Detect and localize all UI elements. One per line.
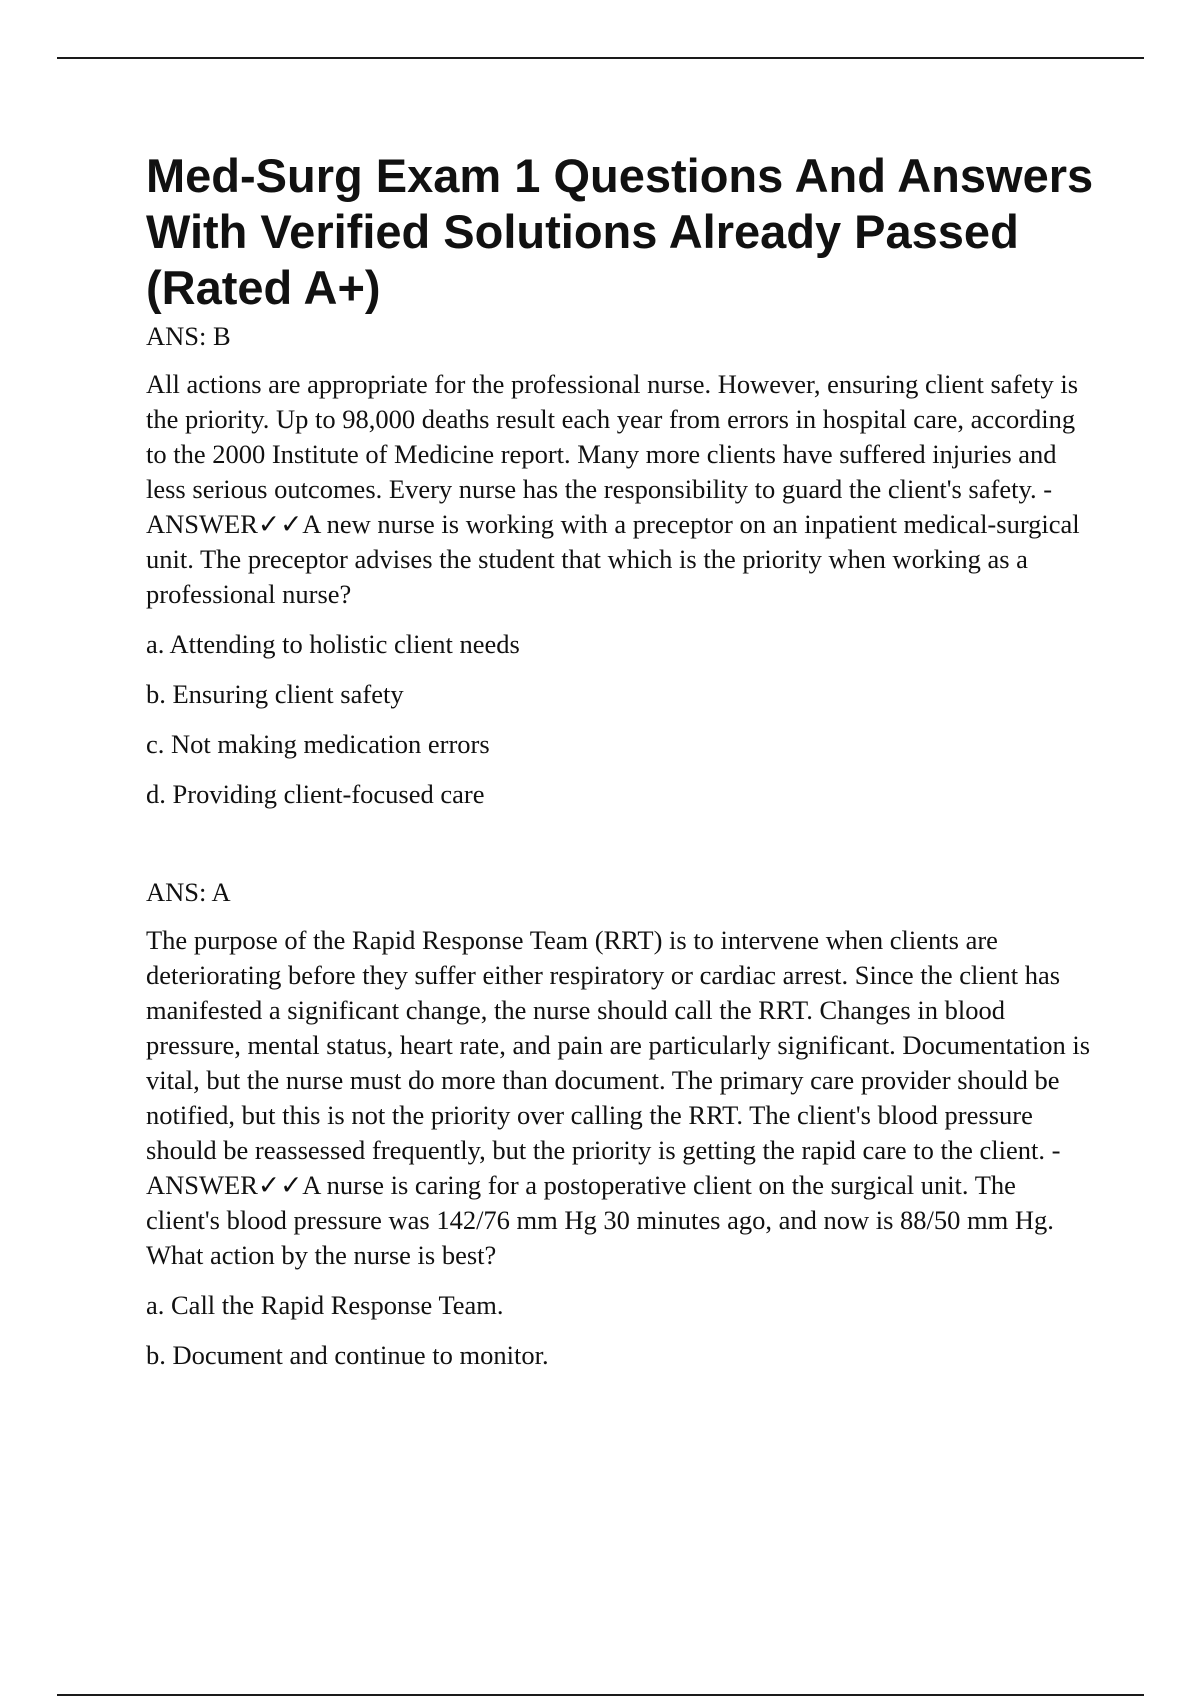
answer-label: ANS: A xyxy=(146,877,231,907)
question-text: A nurse is caring for a postoperative client on the surgical unit. The client's blood pressure was 142/76 mm Hg 30 minutes ago, and now is 88/50 mm Hg. What action by the nurse is best? xyxy=(146,1170,1054,1270)
option-d: d. Providing client-focused care xyxy=(146,779,485,809)
document-body xyxy=(146,148,1096,1388)
option-a: a. Call the Rapid Response Team. xyxy=(146,1290,504,1320)
section-spacer xyxy=(146,827,1096,875)
header-rule xyxy=(57,57,1144,59)
footer-rule xyxy=(57,1694,1144,1696)
rationale-text: All actions are appropriate for the professional nurse. However, ensuring client safety is the priority. Up to 98,000 deaths result each year from errors in hospital care, according to the 2000 Institute of Medicine report. Many more clients have suffered injuries and less serious outcomes. Every nurse has the responsibility to guard the client's safety. - xyxy=(146,369,1079,504)
question-text: A new nurse is working with a preceptor on an inpatient medical-surgical unit. The preceptor advises the student that which is the priority when working as a professional nurse? xyxy=(146,509,1080,609)
rationale-text: The purpose of the Rapid Response Team (RRT) is to intervene when clients are deteriorating before they suffer either respiratory or cardiac arrest. Since the client has manifested a significant change, the nurse should call the RRT. Changes in blood pressure, mental status, heart rate, and pain are particularly significant. Documentation is vital, but the nurse must do more than document. The primary care provider should be notified, but this is not the priority over calling the RRT. The client's blood pressure should be reassessed frequently, but the priority is getting the rapid care to the client. - xyxy=(146,925,1091,1165)
option-b: b. Ensuring client safety xyxy=(146,679,404,709)
document-title: Med-Surg Exam 1 Questions And Answers With Verified Solutions Already Passed (Rated A+) xyxy=(146,149,1094,314)
answer-label: ANS: B xyxy=(146,321,231,351)
rationale-and-question xyxy=(146,923,1096,1273)
question-block xyxy=(146,319,1096,812)
question-block xyxy=(146,875,1096,1373)
option-b: b. Document and continue to monitor. xyxy=(146,1340,549,1370)
rationale-and-question xyxy=(146,367,1096,612)
answer-marker: ANSWER✓✓ xyxy=(146,509,303,539)
answer-marker: ANSWER✓✓ xyxy=(146,1170,303,1200)
option-c: c. Not making medication errors xyxy=(146,729,490,759)
option-a: a. Attending to holistic client needs xyxy=(146,629,520,659)
